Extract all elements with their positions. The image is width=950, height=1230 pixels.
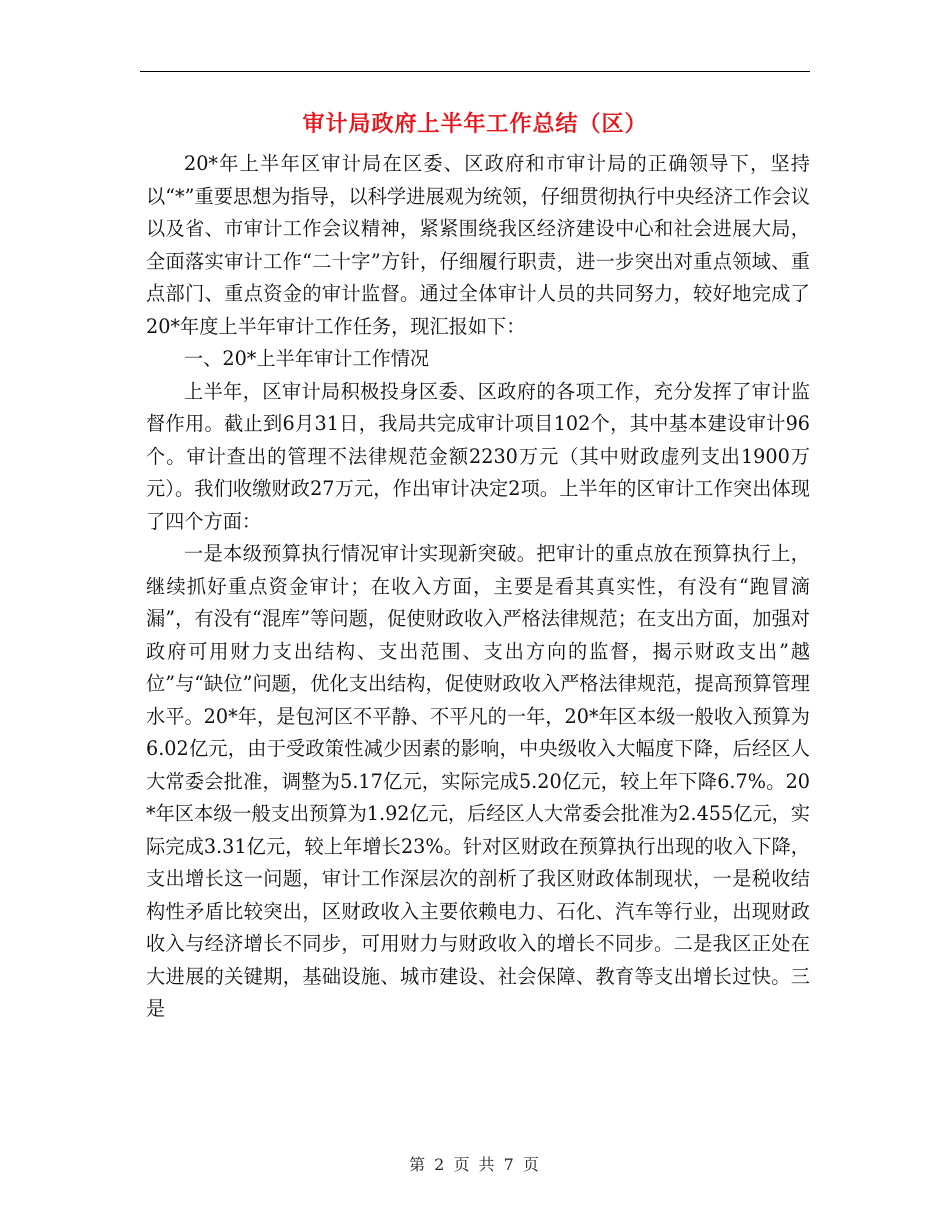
intro-paragraph: 20*年上半年区审计局在区委、区政府和市审计局的正确领导下，坚持以“*”重要思想为指导，以科学进展观为统领，仔细贯彻执行中央经济工作会议以及省、市审计工作会议精神，紧紧围绕我区经济建设中心和社会进展大局，全面落实审计工作“二十字”方针，仔细履行职责，进一步突出对重点领域、重点部门、重点资金的审计监督。通过全体审计人员的共同努力，较好地完成了20*年度上半年审计工作任务，现汇报如下：	[146, 152, 810, 338]
document-title: 审计局政府上半年工作总结（区）	[302, 112, 648, 137]
page-number: 第 2 页 共 7 页	[409, 1155, 541, 1174]
document-body	[146, 148, 810, 1026]
budget-paragraph: 一是本级预算执行情况审计实现新突破。把审计的重点放在预算执行上，继续抓好重点资金审计；在收入方面，主要是看其真实性，有没有“跑冒滴漏”，有没有“混库”等问题，促使财政收入严格法律规范；在支出方面，加强对政府可用财力支出结构、支出范围、支出方向的监督，揭示财政支出”越位”与“缺位”问题，优化支出结构，促使财政收入严格法律规范，提高预算管理水平。20*年，是包河区不平静、不平凡的一年，20*年区本级一般收入预算为6.02亿元，由于受政策性减少因素的影响，中央级收入大幅度下降，后经区人大常委会批准，调整为5.17亿元，实际完成5.20亿元，较上年下降6.7%。20*年区本级一般支出预算为1.92亿元，后经区人大常委会批准为2.455亿元，实际完成3.31亿元，较上年增长23%。针对区财政在预算执行出现的收入下降，支出增长这一问题，审计工作深层次的剖析了我区财政体制现状，一是税收结构性矛盾比较突出，区财政收入主要依赖电力、石化、汽车等行业，出现财政收入与经济增长不同步，可用财力与财政收入的增长不同步。二是我区正处在大进展的关键期，基础设施、城市建设、社会保障、教育等支出增长过快。三是	[146, 542, 810, 1020]
summary-paragraph: 上半年，区审计局积极投身区委、区政府的各项工作，充分发挥了审计监督作用。截止到6月31日，我局共完成审计项目102个，其中基本建设审计96个。审计查出的管理不法律规范金额2230万元（其中财政虚列支出1900万元）。我们收缴财政27万元，作出审计决定2项。上半年的区审计工作突出体现了四个方面：	[146, 379, 810, 533]
header-rule	[140, 71, 810, 72]
section-heading: 一、20*上半年审计工作情况	[184, 347, 430, 370]
